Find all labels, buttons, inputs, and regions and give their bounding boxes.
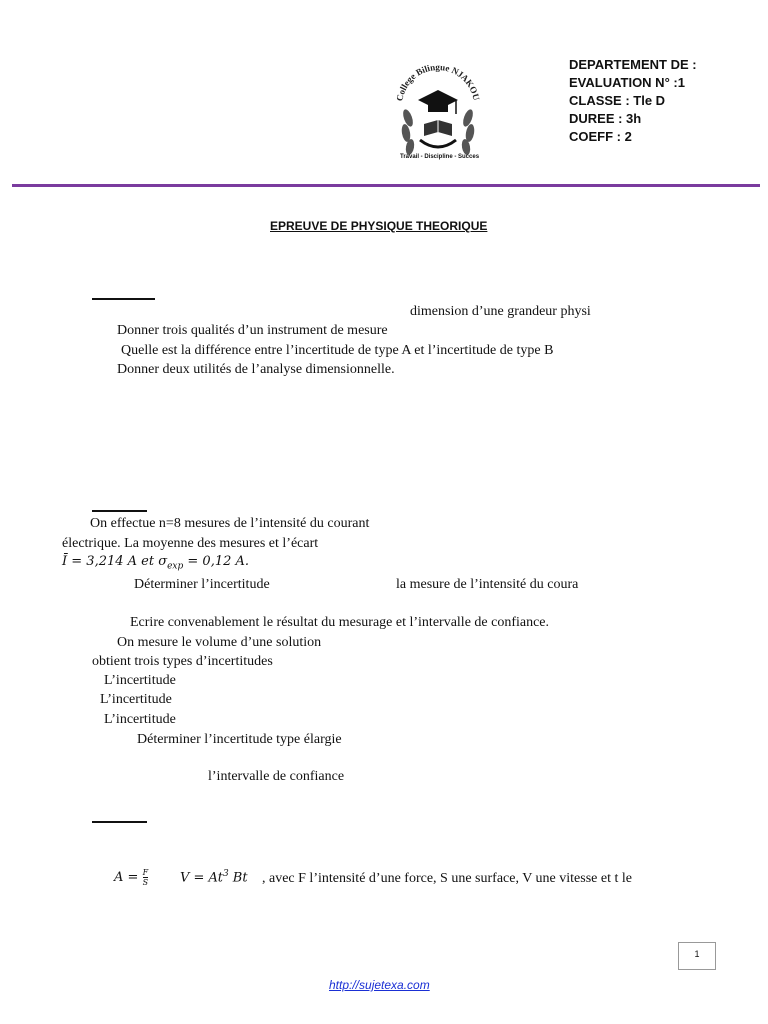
part1-line3: Quelle est la différence entre l’incertitude de type A et l’incertitude de type B	[121, 343, 554, 358]
part2-line4b: la mesure de l’intensité du coura	[396, 577, 579, 592]
part3-formula-a	[114, 868, 148, 887]
part1-line1: dimension d’une grandeur physi	[410, 304, 591, 319]
section-2-underline	[92, 510, 147, 512]
school-logo	[388, 58, 488, 168]
formula-v-rest: Bt	[228, 870, 248, 886]
fraction-numerator: F	[142, 868, 149, 877]
part2-line12: l’intervalle de confiance	[208, 769, 345, 784]
formula-sigma-sub: exp	[167, 561, 184, 572]
duree-label: DUREE : 3h	[569, 111, 642, 126]
part2-line2: électrique. La moyenne des mesures et l’écart	[62, 536, 319, 551]
formula-a-fraction	[143, 868, 149, 887]
footer-link[interactable]: http://sujetexa.com	[329, 978, 430, 992]
part2-line8: L’incertitude	[104, 673, 176, 688]
formula-v-label: V = At	[180, 870, 223, 886]
part2-line1: On effectue n=8 mesures de l’intensité du courant	[90, 516, 370, 531]
formula-i-mean: Ī = 3,214 A et σ	[62, 554, 168, 569]
part2-formula	[62, 554, 249, 572]
part2-line7: obtient trois types d’incertitudes	[92, 654, 273, 669]
part2-line6: On mesure le volume d’une solution	[117, 635, 322, 650]
page-number: 1	[694, 949, 700, 959]
department-label: DEPARTEMENT DE :	[569, 57, 697, 72]
formula-sigma-value: = 0,12 A.	[183, 554, 250, 569]
section-3-underline	[92, 821, 147, 823]
header-divider	[12, 184, 760, 187]
classe-label: CLASSE : Tle D	[569, 93, 666, 108]
part1-line2: Donner trois qualités d’un instrument de mesure	[117, 323, 388, 338]
part2-line4a: Déterminer l’incertitude	[134, 577, 270, 592]
page-title: EPREUVE DE PHYSIQUE THEORIQUE	[270, 219, 488, 233]
section-1-underline	[92, 298, 155, 300]
part3-formula-v	[180, 869, 248, 885]
part1-line4: Donner deux utilités de l’analyse dimensionnelle.	[117, 362, 395, 377]
part2-line5: Ecrire convenablement le résultat du mesurage et l’intervalle de confiance.	[130, 615, 550, 630]
logo-arc-text: College Bilingue NJAKOU	[394, 61, 482, 102]
logo-motto: Travail - Discipline - Succes	[400, 154, 480, 160]
part2-line11: Déterminer l’incertitude type élargie	[137, 732, 342, 747]
part2-line9: L’incertitude	[100, 692, 172, 707]
coeff-label: COEFF : 2	[569, 129, 632, 144]
part2-line10: L’incertitude	[104, 712, 176, 727]
formula-v-exponent: 3	[222, 869, 229, 879]
evaluation-label: EVALUATION N° :1	[569, 75, 685, 90]
page-number-box	[678, 942, 716, 970]
formula-a-label: A =	[114, 870, 139, 885]
part3-text: , avec F l’intensité d’une force, S une surface, V une vitesse et t le	[262, 871, 632, 886]
fraction-denominator: S	[142, 878, 149, 887]
